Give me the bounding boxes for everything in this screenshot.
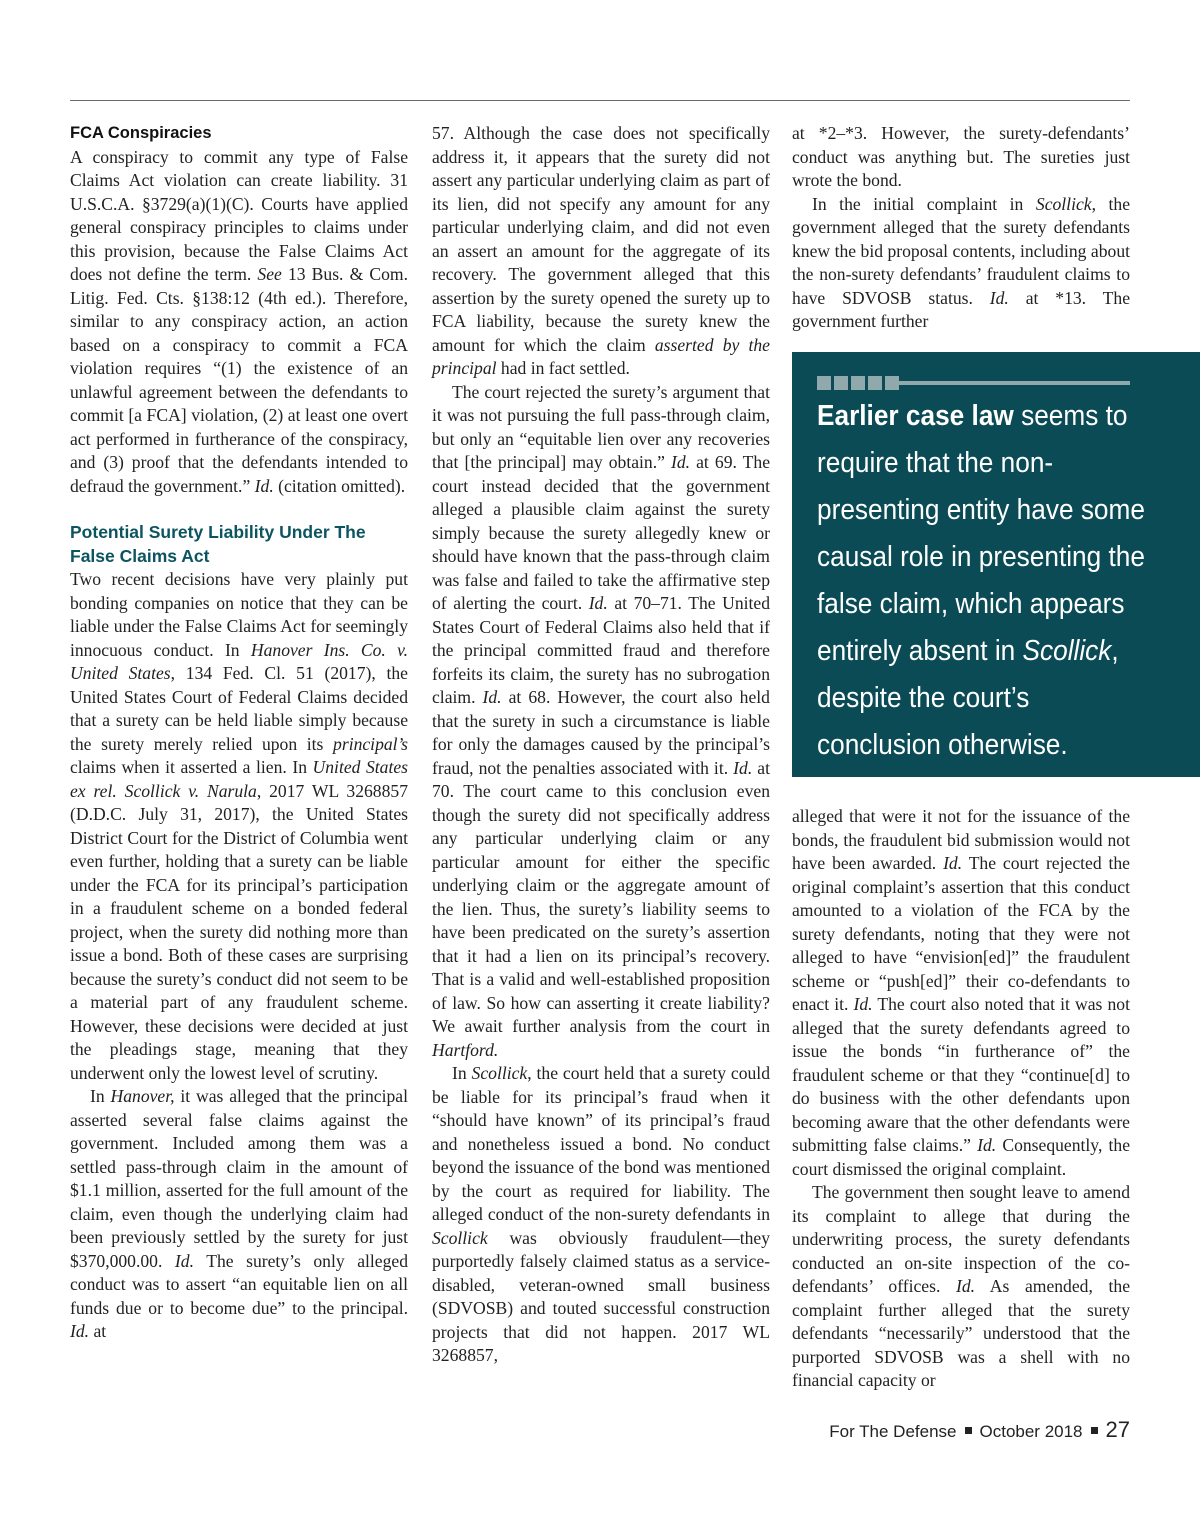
italic-text: Hartford. [432,1039,499,1060]
paragraph [70,568,408,1085]
paragraph [792,805,1130,1181]
text-run: it was alleged that the principal asserted several false claims against the government. Included among them was a settled pass-through claim in the amount of $1.1 million, asserted for the full amount of the claim, even though the underlying claim had been previously settled by the surety for just $370,000.00. [70,1086,408,1271]
text-run: The government then sought leave to amend its complaint to allege that during the underwriting process, the surety defendants conducted an on-site inspection of the co-defendants’ offices. [792,1182,1130,1296]
bullet-separator [965,1427,972,1434]
italic-text: Hanover, [110,1086,175,1106]
text-run: at *13. The government further [792,287,1130,331]
text-run: The court rejected the original complaint’s assertion that this conduct amounted to a violation of the FCA by the surety defendants, noting that they were not alleged to have “envision[ed]” the fraudulent scheme or “push[ed]” their co-defendants to enact it. [792,853,1130,1014]
text-run: In the initial complaint in [812,193,1036,214]
column-1 [70,122,408,1344]
italic-text: Id. [853,994,873,1014]
text-run: , the government alleged that the surety defendants knew the bid proposal contents, including about the non-surety defendants’ fraudulent claims to have SDVOSB status. [792,193,1130,308]
text-run: In [90,1086,111,1106]
text-run: at 70–71. The United States Court of Federal Claims also held that if the principal committed fraud and therefore forfeits its claim, the surety has no subrogation claim. [432,593,770,707]
text-run: , 2017 WL 3268857 (D.D.C. July 31, 2017), the United States District Court for the District of Columbia went even further, holding that a surety can be liable under the FCA for its principal’s participation in a fraudulent scheme on a bonded federal project, when the surety did nothing more than issue a bond. Both of these cases are surprising because the surety’s conduct did not seem to be a material part of any fraudulent scheme. However, these decisions were decided at just the pleadings stage, meaning that they underwent only the lowest level of scrutiny. [70,780,408,1083]
decorative-squares [817,376,899,390]
text-run: The surety’s only alleged conduct was to assert “an equitable lien on all funds due or to become due” to the principal. [70,1250,409,1318]
text-run: was obviously fraudulent—they purportedly falsely claimed status as a service-disabled, veteran-owned small business (SDVOSB) and touted successful construction projects that did not happen. 2017 WL 3268857, [432,1227,770,1365]
italic-text: Id. [482,687,502,707]
italic-text: Id. [70,1321,90,1341]
column-3-bottom [792,805,1130,1393]
text-run: , the court held that a surety could be liable for its principal’s fraud when it “should have known” of its principal’s fraud and nonetheless issued a bond. No conduct beyond the issuance of the bond was mentioned by the court as required for liability. The alleged conduct of the non-surety defendants in [432,1063,770,1224]
text-run: As amended, the complaint further alleged that the surety defendants “necessarily” understood that the purported SDVOSB was a shell with no financial capacity or [792,1276,1130,1390]
text-run: claims when it asserted a lien. In [70,757,313,777]
italic-text: Id. [670,452,691,472]
italic-text: asserted by the principal [432,334,770,378]
text-run: at 70. The court came to this conclusion even though the surety did not specifically address any particular underlying claim or any particular amount for either the specific underlying claim or the aggregate amount of the lien. Thus, the surety’s liability seems to have been predicated on the surety’s assertion that it had a lien on its principal’s recovery. That is a valid and well-established proposition of law. So how can asserting it create liability? We await further analysis from the court in [432,757,770,1036]
heading-fca-conspiracies: FCA Conspiracies [70,124,212,142]
italic-text: Id. [977,1135,997,1155]
paragraph [432,122,770,381]
paragraph [70,146,408,499]
pull-quote-text: Earlier case law seems to require that the non-presenting entity have some causal role in presenting the false claim, which appears entirely absent in Scollick, despite the court’s conclusion otherwise. [817,400,1145,761]
italic-text: See [257,264,282,284]
text-run: 57. Although the case does not specifically address it, it appears that the surety did not assert any particular underlying claim as part of its lien, did not specify any amount for any particular underlying claim, and did not even an assert an amount for the aggregate of its recovery. The government alleged that this assertion by the surety opened the surety up to FCA liability, because the surety knew the amount for which the claim [432,123,770,355]
paragraph [432,381,770,1063]
paragraph [792,122,1130,193]
italic-text: Scollick [471,1063,528,1083]
italic-text: Id. [588,593,608,613]
italic-text: Id. [733,757,753,778]
italic-text: Id. [956,1276,976,1296]
issue-date: October 2018 [979,1422,1083,1441]
italic-text: Id. [989,287,1009,308]
italic-text: Hanover Ins. Co. v. United States [70,639,408,683]
text-run: had in fact settled. [496,358,630,378]
text-run: at [89,1321,107,1341]
text-run: Consequently, the court dismissed the original complaint. [792,1135,1131,1179]
paragraph [432,1062,770,1368]
italic-text: United States ex rel. Scollick v. Narula [70,757,409,801]
text-run: In [452,1063,472,1083]
text-run: 13 Bus. & Com. Litig. Fed. Cts. §138:12 (4th ed.). Therefore, similar to any conspiracy action, an action based on a conspiracy to commit a FCA violation requires “(1) the existence of an unlawful agreement between the defendants to commit [a FCA] violation, (2) at least one overt act performed in furtherance of the conspiracy, and (3) proof that the defendants intended to defraud the government.” [70,264,408,496]
paragraph [792,193,1130,334]
text-run: The court rejected the surety’s argument that it was not pursuing the full pass-through claim, but only an “equitable lien over any recoveries that [the principal] may obtain.” [432,381,770,472]
italic-text: principal’s [333,733,408,754]
text-run: (citation omitted). [273,475,406,496]
italic-text: Id. [943,853,963,873]
text-run: A conspiracy to commit any type of False Claims Act violation can create liability. 31 U.S.C.A. §3729(a)(1)(C). Courts have applied general conspiracy principles to claims under this provision, because the False Claims Act does not define the term. [70,146,408,284]
decorative-rule [892,381,1130,385]
pull-quote-lead: Earlier case law [817,400,1014,432]
publication-name: For The Defense [829,1422,957,1441]
paragraph [792,1181,1130,1393]
text-run: at 69. The court instead decided that the government alleged a plausible claim against the surety simply because the surety allegedly knew or should have known that the pass-through claim was false and failed to take the affirmative step of alerting the court. [432,452,770,613]
pull-quote-box [792,352,1200,777]
paragraph [70,1085,408,1344]
bullet-separator [1091,1427,1098,1434]
text-run: , 134 Fed. Cl. 51 (2017), the United States Court of Federal Claims decided that a surety can be held liable simply because the surety merely relied upon its [70,663,408,754]
top-rule [70,100,1130,101]
text-run: alleged that were it not for the issuance of the bonds, the fraudulent bid submission would not have been awarded. [792,806,1130,873]
text-run: at *2–*3. However, the surety-defendants’ conduct was anything but. The sureties just wrote the bond. [792,123,1130,190]
text-run: at 68. However, the court also held that the surety in such a circumstance is liable for only the damages caused by the principal’s fraud, not the penalties associated with it. [432,687,770,778]
column-3-top [792,122,1130,334]
italic-text: Id. [254,475,274,496]
page-number: 27 [1105,1417,1130,1442]
italic-text: Scollick [1035,193,1092,214]
heading-surety-liability: Potential Surety Liability Under The False Claims Act [70,522,366,566]
italic-text: Id. [174,1250,194,1271]
text-run: The court also noted that it was not alleged that the surety defendants agreed to issue the bonds “in furtherance of” the fraudulent scheme or that they “continue[d] to do business with the other defendants upon becoming aware that the other defendants were submitting false claims.” [792,994,1130,1155]
page-footer [829,1417,1130,1443]
italic-text: Scollick [432,1227,488,1248]
text-run: Two recent decisions have very plainly put bonding companies on notice that they can be liable under the False Claims Act for seemingly innocuous conduct. In [70,569,408,660]
column-2 [432,122,770,1368]
